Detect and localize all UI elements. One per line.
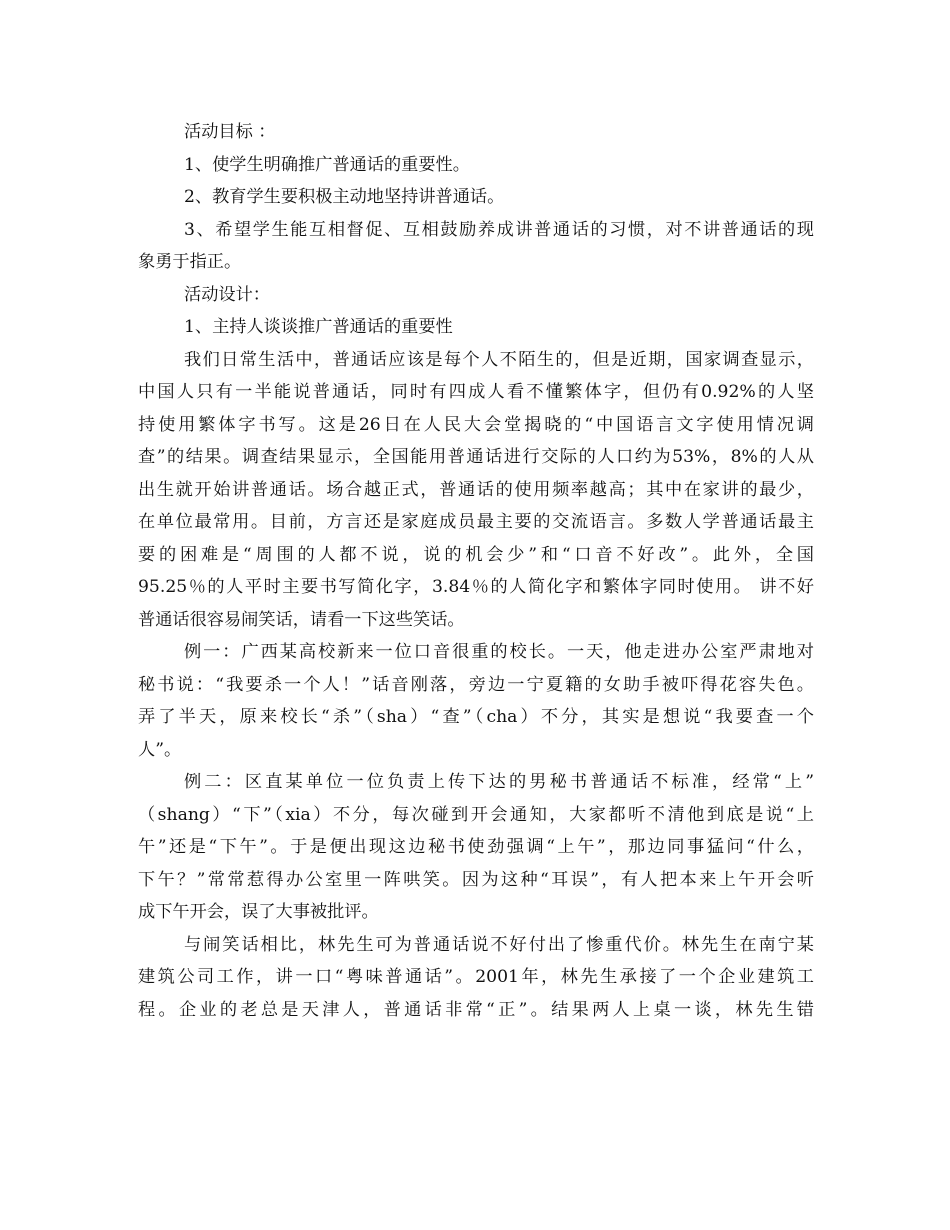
text-line: 象勇于指正。	[138, 252, 242, 272]
text-line: 例二：区直某单位一位负责上传下达的男秘书普通话不标准，经常“上”	[184, 772, 814, 792]
text-line: 弄了半天，原来校长“杀”（sha）“查”（cha）不分，其实是想说“我要查一个	[138, 707, 814, 727]
text-line: 普通话很容易闹笑话，请看一下这些笑话。	[138, 609, 465, 630]
text-line: 中国人只有一半能说普通话，同时有四成人看不懂繁体字，但仍有0.92%的人坚	[138, 382, 814, 402]
text-line: 秘书说：“我要杀一个人！”话音刚落，旁边一宁夏籍的女助手被吓得花容失色。	[138, 674, 814, 695]
text-line: 2、教育学生要积极主动地坚持讲普通话。	[184, 187, 505, 207]
text-line: 活动设计：	[184, 284, 270, 305]
document-page	[138, 116, 814, 1026]
text-line: 午”还是“下午”。于是便出现这边秘书使劲强调“上午”，那边同事猛问“什么，	[138, 837, 814, 857]
text-line: 与闹笑话相比，林先生可为普通话说不好付出了惨重代价。林先生在南宁某	[184, 934, 814, 955]
text-line: 人”。	[138, 739, 182, 760]
text-line: 出生就开始讲普通话。场合越正式，普通话的使用频率越高；其中在家讲的最少，	[138, 479, 814, 500]
text-line: （shang）“下”（xia）不分，每次碰到开会通知，大家都听不清他到底是说“上	[138, 804, 814, 825]
text-line: 在单位最常用。目前，方言还是家庭成员最主要的交流语言。多数人学普通话最主	[138, 512, 814, 532]
text-line: 下午？”常常惹得办公室里一阵哄笑。因为这种“耳误”，有人把本来上午开会听	[138, 869, 814, 890]
text-line: 1、使学生明确推广普通话的重要性。	[184, 154, 470, 175]
text-line: 程。企业的老总是天津人，普通话非常“正”。结果两人上桌一谈，林先生错	[138, 999, 814, 1020]
text-line: 成下午开会，误了大事被批评。	[138, 902, 379, 922]
text-line: 我们日常生活中，普通话应该是每个人不陌生的，但是近期，国家调查显示，	[184, 349, 814, 370]
text-line: 1、主持人谈谈推广普通话的重要性	[184, 317, 453, 337]
text-line: 建筑公司工作，讲一口“粤味普通话”。2001年，林先生承接了一个企业建筑工	[138, 967, 814, 987]
text-line: 活动目标 ：	[184, 122, 276, 142]
text-line: 持使用繁体字书写。这是26日在人民大会堂揭晓的“中国语言文字使用情况调	[138, 414, 814, 435]
text-line: 3、希望学生能互相督促、互相鼓励养成讲普通话的习惯，对不讲普通话的现	[184, 219, 814, 240]
text-line: 例一：广西某高校新来一位口音很重的校长。一天，他走进办公室严肃地对	[184, 642, 814, 662]
text-line: 查”的结果。调查结果显示，全国能用普通话进行交际的人口约为53%，8%的人从	[138, 447, 814, 467]
text-line: 95.25％的人平时主要书写简化字，3.84％的人简化字和繁体字同时使用。 讲不好	[138, 577, 814, 597]
text-line: 要的困难是“周围的人都不说，说的机会少”和“口音不好改”。此外，全国	[138, 544, 814, 565]
